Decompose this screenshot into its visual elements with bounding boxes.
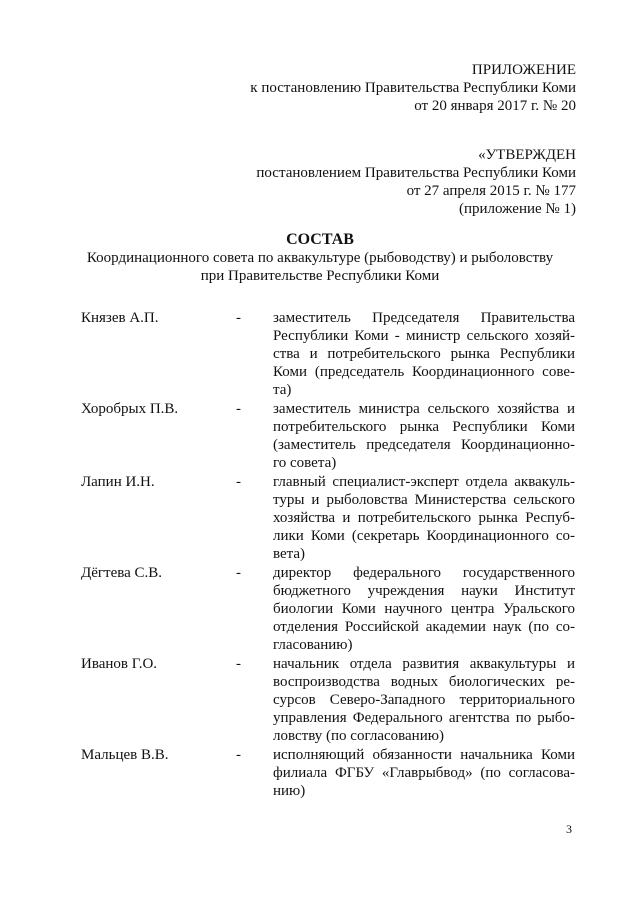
member-name: Мальцев В.В. — [81, 747, 169, 763]
appendix-heading: ПРИЛОЖЕНИЕ — [471, 62, 576, 78]
member-role-line: заместитель Председателя Правительства — [273, 310, 575, 326]
member-name: Хоробрых П.В. — [81, 401, 179, 417]
member-role-line: гласованию) — [273, 637, 353, 653]
member-dash: - — [236, 565, 241, 581]
document-subtitle-line2: при Правительстве Республики Коми — [200, 268, 440, 284]
member-role-line: лики Коми (секретарь Координационного со- — [273, 528, 575, 544]
member-role-line: воспроизводства водных биологических ре- — [273, 674, 575, 690]
approved-resolution: постановлением Правительства Республики Коми — [256, 165, 576, 181]
approved-date: от 27 апреля 2015 г. № 177 — [406, 183, 576, 199]
member-role-line: главный специалист-эксперт отдела аквакуль- — [273, 474, 575, 490]
appendix-date: от 20 января 2017 г. № 20 — [414, 98, 576, 114]
member-role-line: филиала ФГБУ «Главрыбвод» (по согласова- — [273, 765, 575, 781]
member-role-line: (заместитель председателя Координационно- — [273, 437, 575, 453]
member-dash: - — [236, 401, 241, 417]
member-role-line: начальник отдела развития аквакультуры и — [273, 656, 575, 672]
member-role-line: нию) — [273, 783, 306, 799]
member-role — [273, 473, 575, 563]
member-role-line: управления Федерального агентства по рыбо- — [273, 710, 575, 726]
member-role-line: исполняющий обязанности начальника Коми — [273, 747, 575, 763]
member-role-line: ства и потребительского рынка Республики — [273, 346, 575, 362]
member-role-line: туры и рыболовства Министерства сельского — [273, 492, 575, 508]
member-role-line: сурсов Северо-Западного территориального — [273, 692, 575, 708]
document-subtitle-line1: Координационного совета по аквакультуре (рыбоводству) и рыболовству — [86, 250, 554, 266]
page-number: 3 — [566, 822, 572, 836]
member-role-line: отделения Российской академии наук (по со- — [273, 619, 575, 635]
member-role-line: го совета) — [273, 455, 337, 471]
member-role-line: хозяйства и потребительского рынка Респуб- — [273, 510, 575, 526]
member-name: Лапин И.Н. — [81, 474, 155, 490]
member-dash: - — [236, 474, 241, 490]
member-name: Князев А.П. — [81, 310, 159, 326]
member-role-line: Республики Коми - министр сельского хозяй- — [273, 328, 575, 344]
member-name: Дёгтева С.В. — [81, 565, 163, 581]
member-role-line: заместитель министра сельского хозяйства и — [273, 401, 575, 417]
member-role — [273, 564, 575, 654]
member-role-line: директор федерального государственного — [273, 565, 575, 581]
approved-label: «УТВЕРЖДЕН — [478, 147, 576, 163]
member-role — [273, 400, 575, 472]
member-role-line: потребительского рынка Республики Коми — [273, 419, 575, 435]
appendix-resolution: к постановлению Правительства Республики Коми — [250, 80, 576, 96]
member-name: Иванов Г.О. — [81, 656, 158, 672]
member-role-line: биологии Коми научного центра Уральского — [273, 601, 575, 617]
member-dash: - — [236, 310, 241, 326]
member-role-line: Коми (председатель Координационного сове- — [273, 364, 575, 380]
member-dash: - — [236, 747, 241, 763]
member-role — [273, 655, 575, 745]
member-role — [273, 309, 575, 399]
member-role-line: бюджетного учреждения науки Институт — [273, 583, 575, 599]
document-title: СОСТАВ — [286, 231, 354, 248]
approved-appendix-ref: (приложение № 1) — [458, 201, 576, 217]
member-role — [273, 746, 575, 800]
member-role-line: вета) — [273, 546, 306, 562]
member-role-line: та) — [273, 382, 292, 398]
member-dash: - — [236, 656, 241, 672]
member-role-line: ловству (по согласованию) — [273, 728, 444, 744]
